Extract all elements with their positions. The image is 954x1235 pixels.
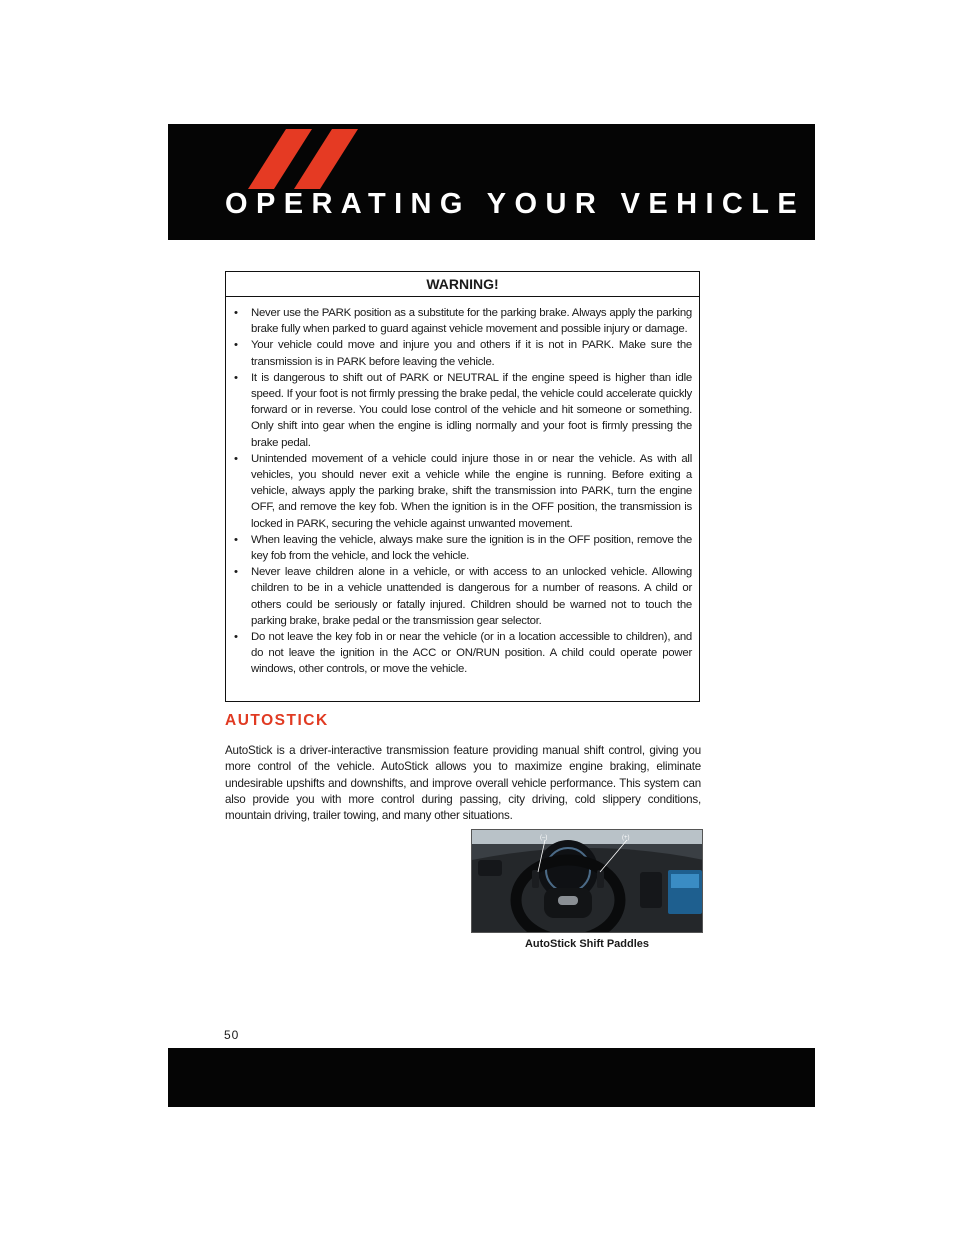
brand-stripes-logo — [248, 129, 358, 189]
warning-item-text: Never leave children alone in a vehicle, or with access to an unlocked vehicle. Allowing children to be in a vehicle unattended is dangerous for a number of reasons. A child or others could be seriously or fatally injured. Children should be warned not to touch the parking brake, brake pedal or the transmission gear selector. — [251, 566, 692, 627]
warning-item — [234, 564, 692, 629]
callout-label-left: (–) — [540, 835, 548, 841]
warning-item-text: Never use the PARK position as a substitute for the parking brake. Always apply the parking brake fully when parked to guard against vehicle movement and possible injury or damage. — [251, 307, 692, 336]
bullet: • — [234, 631, 238, 644]
bullet: • — [234, 452, 238, 465]
warning-item — [234, 532, 692, 564]
warning-item — [234, 305, 692, 337]
section-heading: AUTOSTICK — [225, 712, 329, 729]
page-title: OPERATING YOUR VEHICLE — [225, 188, 806, 220]
paddle-left — [532, 870, 539, 888]
bullet: • — [234, 533, 238, 546]
warning-item — [234, 370, 692, 451]
paddle-right — [597, 870, 604, 888]
steering-wheel-photo — [471, 829, 703, 933]
warning-item-text: It is dangerous to shift out of PARK or NEUTRAL if the engine speed is higher than idle speed. If your foot is not firmly pressing the brake pedal, the vehicle could accelerate quickly forward or in reverse. You could lose control of the vehicle and hit someone or something. Only shift into gear when the engine is idling normally and your foot is firmly pressing the brake pedal. — [251, 371, 692, 449]
center-vent — [640, 872, 662, 908]
warning-item — [234, 629, 692, 678]
warning-item-text: When leaving the vehicle, always make sure the ignition is in the OFF position, remove the key fob from the vehicle, and lock the vehicle. — [251, 533, 692, 563]
steering-wheel-illustration — [472, 830, 703, 933]
warning-box — [225, 271, 700, 702]
page-number: 50 — [224, 1028, 240, 1042]
left-vent — [478, 860, 502, 876]
footer-band — [168, 1048, 815, 1107]
body-paragraph: AutoStick is a driver-interactive transmission feature providing manual shift control, giving you more control of the vehicle. AutoStick allows you to maximize engine braking, eliminate undesirable upshifts and downshifts, and improve overall vehicle performance. This system can also provide you with more control during passing, city driving, cold slippery conditions, mountain driving, trailer towing, and many other situations. — [225, 744, 701, 823]
warning-list — [226, 297, 699, 678]
warning-item-text: Your vehicle could move and injure you and others if it is not in PARK. Make sure the transmission is in PARK before leaving the vehicle. — [251, 339, 692, 368]
callout-label-right: (+) — [622, 835, 630, 841]
header-band — [168, 124, 815, 240]
bullet: • — [234, 307, 238, 319]
bullet: • — [234, 371, 238, 384]
warning-item-text: Unintended movement of a vehicle could injure those in or near the vehicle. As with all vehicles, you should never exit a vehicle while the engine is running. Before exiting a vehicle, always apply the parking brake, shift the transmission into PARK, turn the engine OFF, and remove the key fob. When the ignition is in the OFF position, the transmission is locked in PARK, securing the vehicle against unwanted movement. — [251, 452, 692, 530]
warning-item — [234, 451, 692, 532]
warning-heading: WARNING! — [226, 272, 699, 297]
warning-item — [234, 337, 692, 369]
windshield — [472, 830, 703, 844]
bullet: • — [234, 566, 238, 579]
steering-wheel-emblem — [558, 896, 578, 905]
bullet: • — [234, 339, 238, 352]
screen-highlight — [671, 874, 699, 888]
figure-caption: AutoStick Shift Paddles — [524, 938, 650, 950]
warning-item-text: Do not leave the key fob in or near the vehicle (or in a location accessible to children), and do not leave the ignition in the ACC or ON/RUN position. A child could operate power windows, other controls, or move the vehicle. — [251, 631, 692, 676]
